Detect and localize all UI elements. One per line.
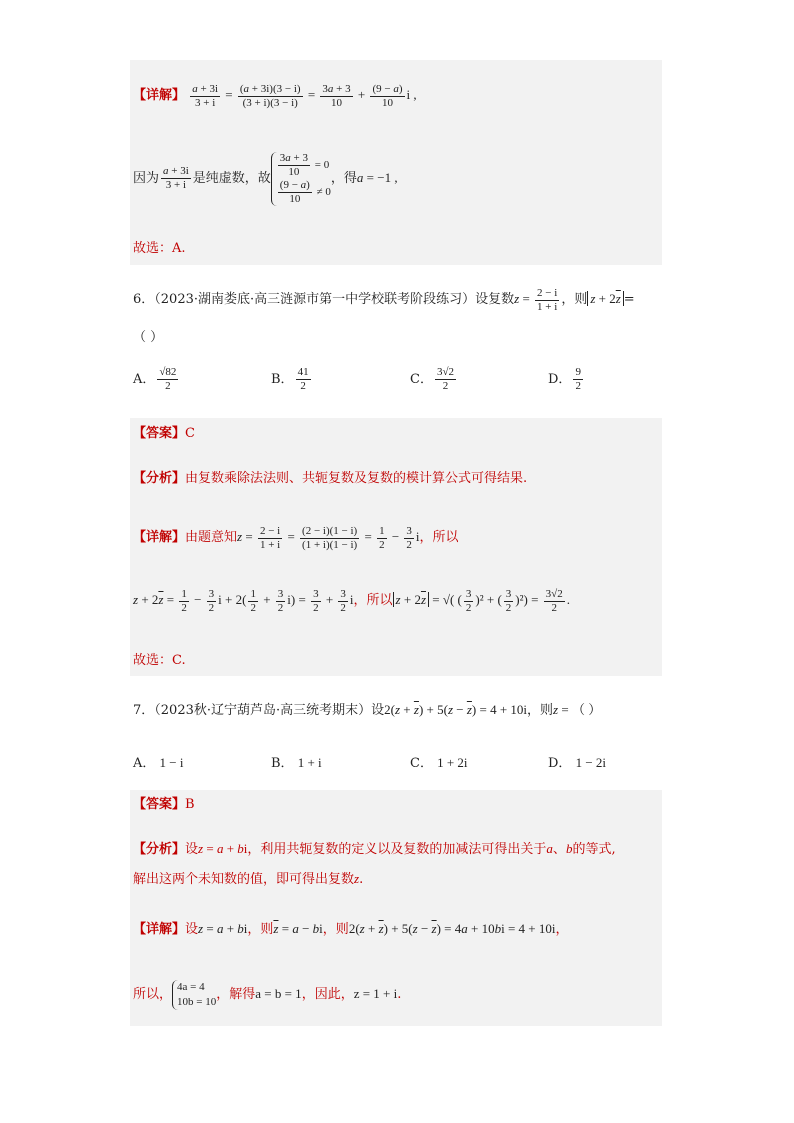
sys-eq-1: 4a = 4 bbox=[177, 980, 205, 993]
q7-option-c[interactable] bbox=[410, 752, 468, 771]
option-letter: C． bbox=[410, 756, 433, 771]
q7-number: 7． bbox=[133, 703, 155, 718]
q7-system bbox=[172, 980, 216, 1010]
q6-stem bbox=[133, 284, 635, 315]
analysis-tag: 【分析】 bbox=[133, 471, 186, 486]
q7-detail-line2 bbox=[133, 972, 401, 1017]
detail-eq: $2(z + \overline{z}) + 5(z - \overline{z}) = 4a + 10bi = 4 + 10i$ bbox=[348, 921, 556, 936]
option-value: 1 + 2i bbox=[437, 755, 468, 770]
analysis-a: 设 bbox=[185, 842, 199, 857]
q6-number: 6． bbox=[133, 292, 155, 307]
because-text: 因为 bbox=[133, 171, 160, 186]
option-value: 1 − 2i bbox=[575, 755, 607, 770]
q7-option-b[interactable] bbox=[271, 752, 322, 771]
detail-then: ，则 bbox=[247, 922, 274, 937]
q5-choice: 故选：A. bbox=[133, 241, 186, 256]
final-end: . bbox=[397, 987, 402, 1002]
q7-analysis-line1 bbox=[133, 840, 616, 859]
sys-eq-2: 10b = 10 bbox=[177, 995, 217, 1008]
q7-option-a[interactable] bbox=[133, 752, 183, 771]
so-text: 所以， bbox=[133, 987, 173, 1002]
result-eq: a = −1 , bbox=[356, 170, 398, 185]
q7-stem-tail: ，则 bbox=[527, 703, 554, 718]
q6-answer bbox=[133, 425, 195, 443]
solve-eq: a = b = 1 bbox=[255, 986, 302, 1001]
detail-a: 设 bbox=[185, 922, 199, 937]
q5-system: $\frac{3a + 3}{10}$ = 0 $\frac{(9 - a)}{10}$ ≠ 0 bbox=[271, 152, 331, 206]
detail-so: ，所以 bbox=[419, 530, 459, 545]
option-value: $\frac{√82}{2}$ bbox=[159, 366, 177, 392]
q6-option-b[interactable] bbox=[271, 366, 313, 393]
analysis-c: 、 bbox=[552, 842, 566, 857]
q7-answer bbox=[133, 796, 195, 814]
option-letter: D． bbox=[548, 756, 572, 771]
analysis-z: z bbox=[198, 841, 204, 856]
q6-option-a[interactable] bbox=[133, 366, 180, 393]
option-letter: A． bbox=[133, 372, 156, 387]
q5-detail-line bbox=[133, 80, 417, 111]
pure-imag-text: 是纯虚数，故 bbox=[192, 171, 271, 186]
q7-stem-z: z = （ ） bbox=[553, 702, 602, 717]
detail-then2: ，则 bbox=[322, 922, 349, 937]
option-letter: B． bbox=[271, 372, 294, 387]
analysis-var-z: z bbox=[354, 871, 360, 886]
analysis-tag: 【分析】 bbox=[133, 842, 186, 857]
detail-intro: 由题意知 bbox=[185, 530, 238, 545]
analysis-d: 的等式, bbox=[572, 842, 616, 857]
q6-option-c[interactable] bbox=[410, 366, 458, 393]
detail-tag: 【详解】 bbox=[133, 88, 186, 103]
q7-stem bbox=[133, 700, 601, 721]
detail-tag: 【详解】 bbox=[133, 922, 186, 937]
option-value: $\frac{41}{2}$ bbox=[297, 366, 309, 392]
analysis-end: . bbox=[359, 872, 364, 887]
q7-source: （2023秋·辽宁葫芦岛·高三统考期末）设 bbox=[154, 703, 385, 718]
answer-tag: 【答案】 bbox=[133, 426, 186, 441]
q5-fraction: $\frac{a + 3i}{3 + i}$ bbox=[163, 165, 189, 191]
detail-z1: z = a + bi bbox=[198, 921, 248, 936]
therefore-text: ，因此， bbox=[301, 987, 354, 1002]
option-letter: B． bbox=[271, 756, 294, 771]
answer-value: C bbox=[185, 426, 195, 441]
q7-stem-math: $2(z + \overline{z}) + 5(z - \overline{z}) = 4 + 10i$ bbox=[384, 702, 528, 717]
answer-value: B bbox=[185, 797, 195, 812]
answer-tag: 【答案】 bbox=[133, 797, 186, 812]
detail-comma: ， bbox=[555, 922, 569, 937]
option-value: 1 + i bbox=[297, 755, 322, 770]
detail-so2: ，所以 bbox=[353, 593, 393, 608]
q6-detail-formula2: $z + 2\overline{z}$ = $\frac{1}{2}$ − $\frac{3}{2}$ i + 2( $\frac{1}{2}$ + $\frac{3}{2}$ i) = $\frac{3}{2}$ + $\frac{3}{2}$ i bbox=[133, 587, 354, 614]
analysis-b: ，利用共轭复数的定义以及复数的加减法可得出关于 bbox=[247, 842, 547, 857]
result-text: ，得 bbox=[330, 171, 357, 186]
q6-paren: （ ） bbox=[133, 330, 164, 345]
q6-stem-math: z = $\frac{2 - i}{1 + i}$ bbox=[514, 286, 558, 313]
q6-analysis bbox=[133, 470, 527, 488]
q6-detail-line1 bbox=[133, 518, 459, 557]
q5-detail-formula: $\frac{a + 3i}{3 + i}$ = $\frac{(a + 3i)(3 - i)}{(3 + i)(3 - i)}$ = $\frac{3a + 3}{10}$ + $\frac{(9 - a)}{10}$ i , bbox=[192, 82, 417, 109]
analysis-var-b: b bbox=[565, 841, 573, 856]
q6-abs: $z + 2\overline{z}$ bbox=[587, 291, 623, 306]
q7-option-d[interactable] bbox=[548, 752, 606, 771]
final-eq: z = 1 + i bbox=[353, 986, 398, 1001]
q6-detail-line2 bbox=[133, 578, 570, 623]
option-letter: D． bbox=[548, 372, 572, 387]
detail-z2: $\overline{z} = a$ − bi bbox=[273, 921, 323, 936]
option-value: $\frac{9}{2}$ bbox=[575, 366, 581, 392]
analysis-var-a: a bbox=[546, 841, 553, 856]
q6-source: （2023·湖南娄底·高三涟源市第一中学校联考阶段练习）设复数 bbox=[154, 292, 515, 307]
q6-stem-tail: ，则 bbox=[561, 292, 588, 307]
q6-option-d[interactable] bbox=[548, 366, 585, 393]
option-value: $\frac{3√2}{2}$ bbox=[436, 366, 454, 392]
q7-analysis-line2 bbox=[133, 870, 363, 889]
q6-choice: 故选：C. bbox=[133, 653, 186, 668]
option-value: 1 − i bbox=[159, 755, 184, 770]
option-letter: A． bbox=[133, 756, 156, 771]
q6-modulus: $z + 2\overline{z}$ = √( ( $\frac{3}{2}$ )² + ( $\frac{3}{2}$ )²) = $\frac{3√2}{2}$ . bbox=[393, 592, 570, 607]
option-letter: C． bbox=[410, 372, 433, 387]
analysis-z-rest: = a + bi bbox=[203, 841, 248, 856]
analysis-line2: 解出这两个未知数的值，即可得出复数 bbox=[133, 872, 355, 887]
q6-eq: = bbox=[623, 292, 635, 307]
q5-because-line bbox=[133, 140, 398, 217]
solve-text: ，解得 bbox=[216, 987, 256, 1002]
q7-detail-line1 bbox=[133, 920, 569, 939]
q6-detail-formula: z = $\frac{2 - i}{1 + i}$ = $\frac{(2 - i)(1 - i)}{(1 + i)(1 - i)}$ = $\frac{1}{2}$ − $\frac{3}{2}$ i bbox=[237, 524, 420, 551]
analysis-text: 由复数乘除法法则、共轭复数及复数的模计算公式可得结果. bbox=[185, 471, 528, 486]
detail-tag: 【详解】 bbox=[133, 530, 186, 545]
